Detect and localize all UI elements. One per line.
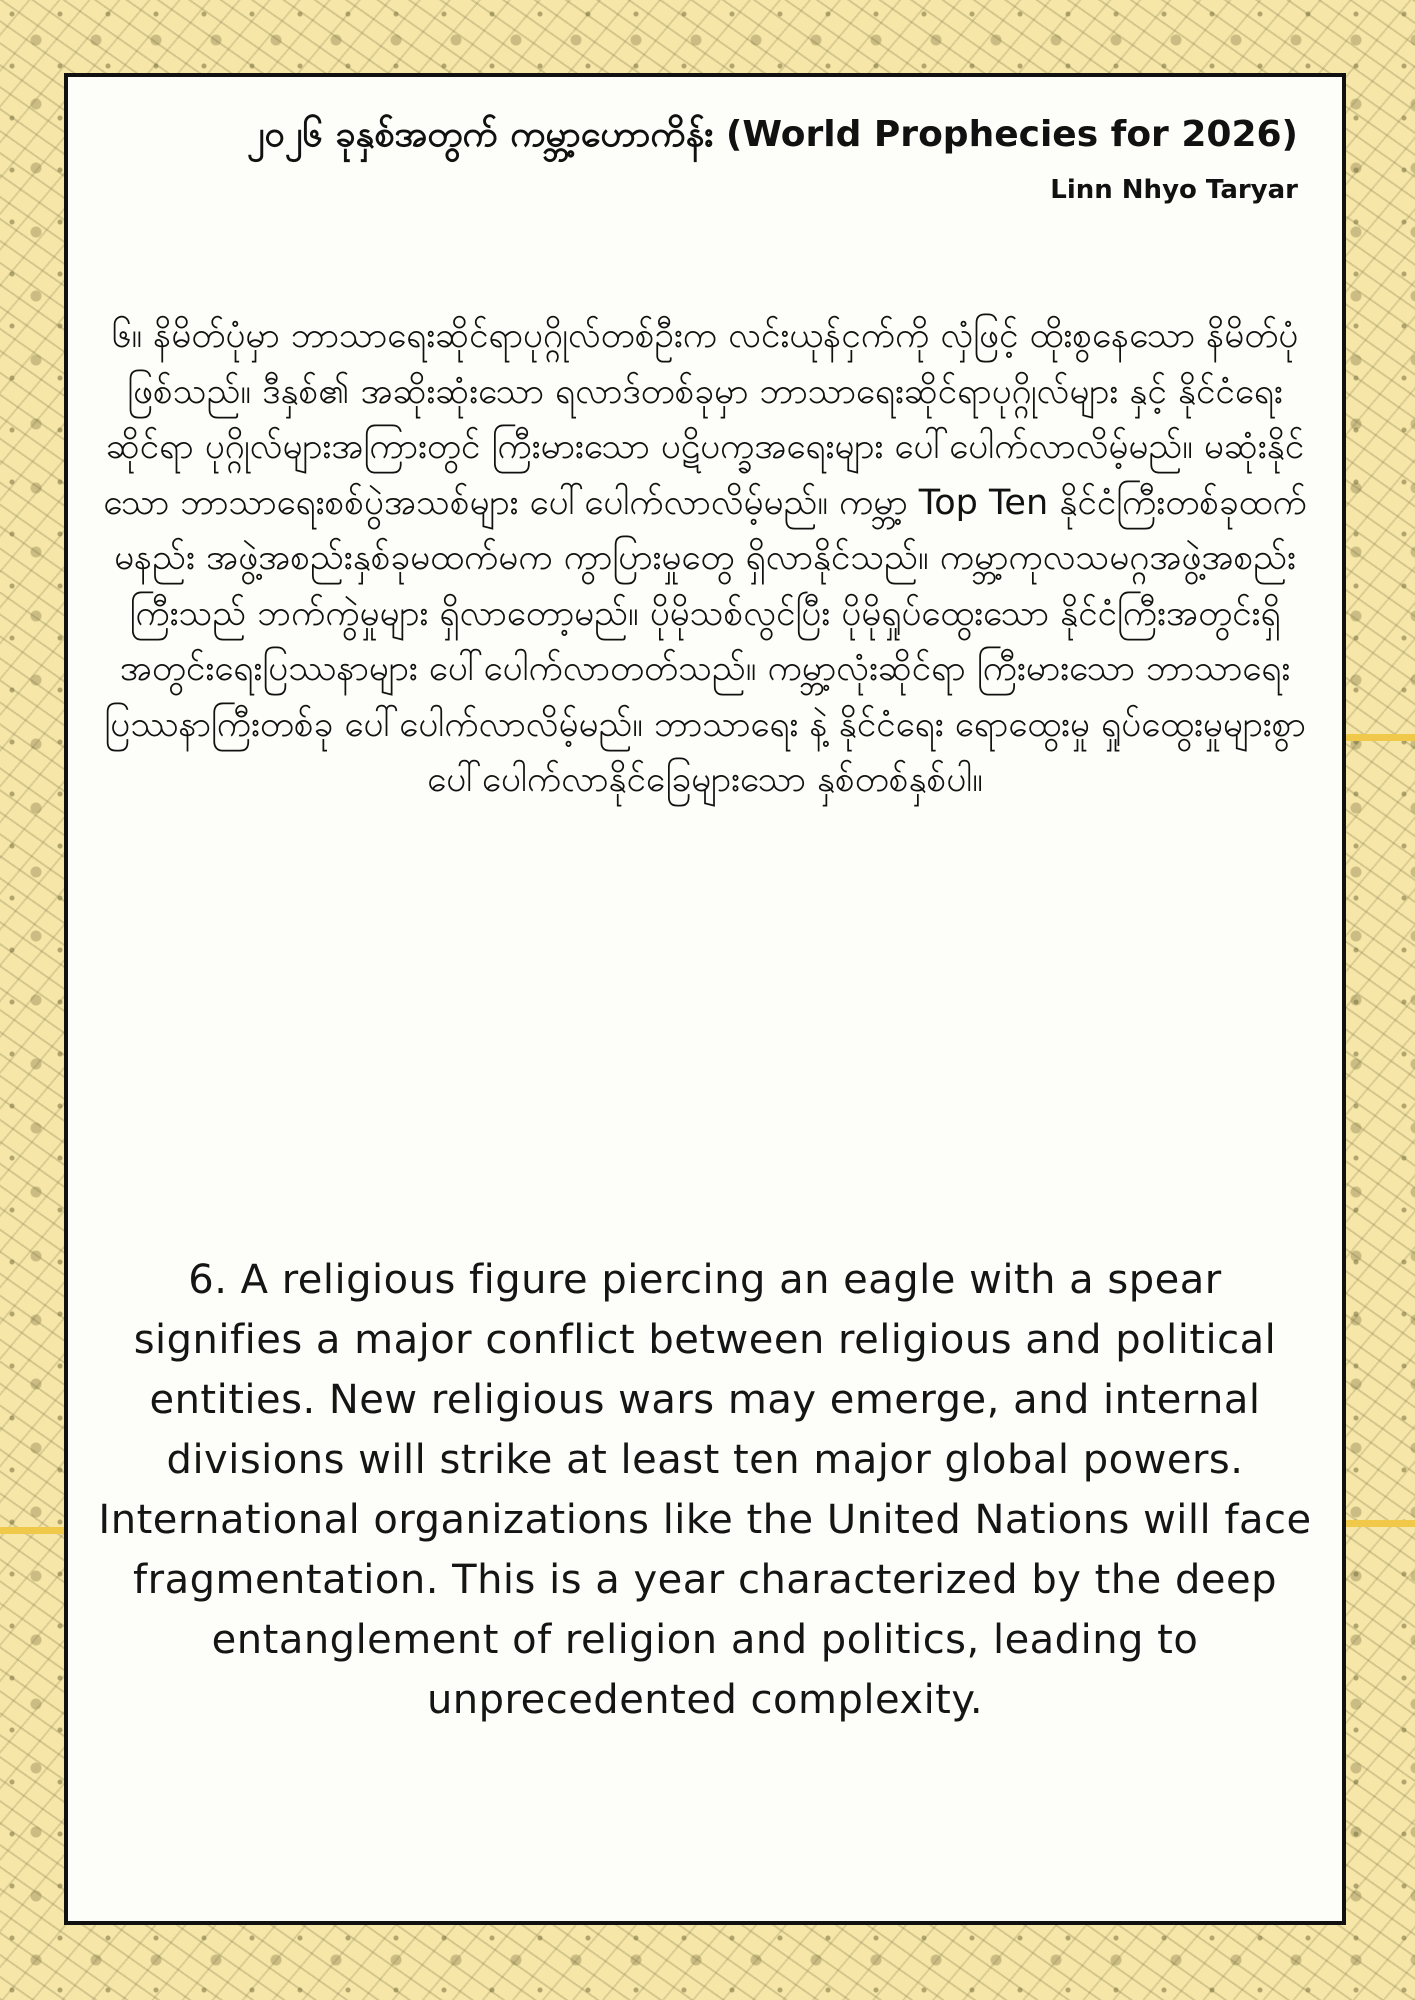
gold-accent-left bbox=[0, 1527, 64, 1534]
document-page bbox=[64, 73, 1346, 1925]
gold-accent-right-top bbox=[1345, 734, 1415, 741]
page-title: ၂၀၂၆ ခုနှစ်အတွက် ကမ္ဘာ့ဟောကိန်း (World Prophecies for 2026) bbox=[246, 114, 1298, 155]
author-name: Linn Nhyo Taryar bbox=[1050, 175, 1298, 205]
gold-accent-right-bottom bbox=[1345, 1520, 1415, 1527]
myanmar-paragraph: ၆။ နိမိတ်ပုံမှာ ဘာသာရေးဆိုင်ရာပုဂ္ဂိုလ်တစ်ဦးက လင်းယုန်ငှက်ကို လှံဖြင့် ထိုးစွနေသော နိမိတ်ပုံဖြစ်သည်။ ဒီနှစ်၏ အဆိုးဆုံးသော ရလာဒ်တစ်ခုမှာ ဘာသာရေးဆိုင်ရာပုဂ္ဂိုလ်များ နှင့် နိုင်ငံရေးဆိုင်ရာ ပုဂ္ဂိုလ်များအကြားတွင် ကြီးမားသော ပဋိပက္ခအရေးများ ပေါ်ပေါက်လာလိမ့်မည်။ မဆုံးနိုင်သော ဘာသာရေးစစ်ပွဲအသစ်များ ပေါ်ပေါက်လာလိမ့်မည်။ ကမ္ဘာ့ Top Ten နိုင်ငံကြီးတစ်ခုထက် မနည်း အဖွဲ့အစည်းနှစ်ခုမထက်မက ကွာပြားမှုတွေ ရှိလာနိုင်သည်။ ကမ္ဘာ့ကုလသမဂ္ဂအဖွဲ့အစည်းကြီးသည် ဘက်ကွဲမှုများ ရှိလာတော့မည်။ ပိုမိုသစ်လွင်ပြီး ပိုမိုရှုပ်ထွေးသော နိုင်ငံကြီးအတွင်းရှိ အတွင်းရေးပြဿနာများ ပေါ်ပေါက်လာတတ်သည်။ ကမ္ဘာ့လုံးဆိုင်ရာ ကြီးမားသော ဘာသာရေးပြဿနာကြီးတစ်ခု ပေါ်ပေါက်လာလိမ့်မည်။ ဘာသာရေး နဲ့ နိုင်ငံရေး ရောထွေးမှု ရှုပ်ထွေးမှုများစွာ ပေါ်ပေါက်လာနိုင်ခြေများသော နှစ်တစ်နှစ်ပါ။ bbox=[103, 316, 1307, 800]
english-paragraph: 6. A religious figure piercing an eagle with a spear signifies a major conflict between religious and political entities. New religious wars may emerge, and internal divisions will strike at least ten major global powers. International organizations like the United Nations will face fragmentation. This is a year characterized by the deep entanglement of religion and politics, leading to unprecedented complexity. bbox=[98, 1257, 1312, 1723]
